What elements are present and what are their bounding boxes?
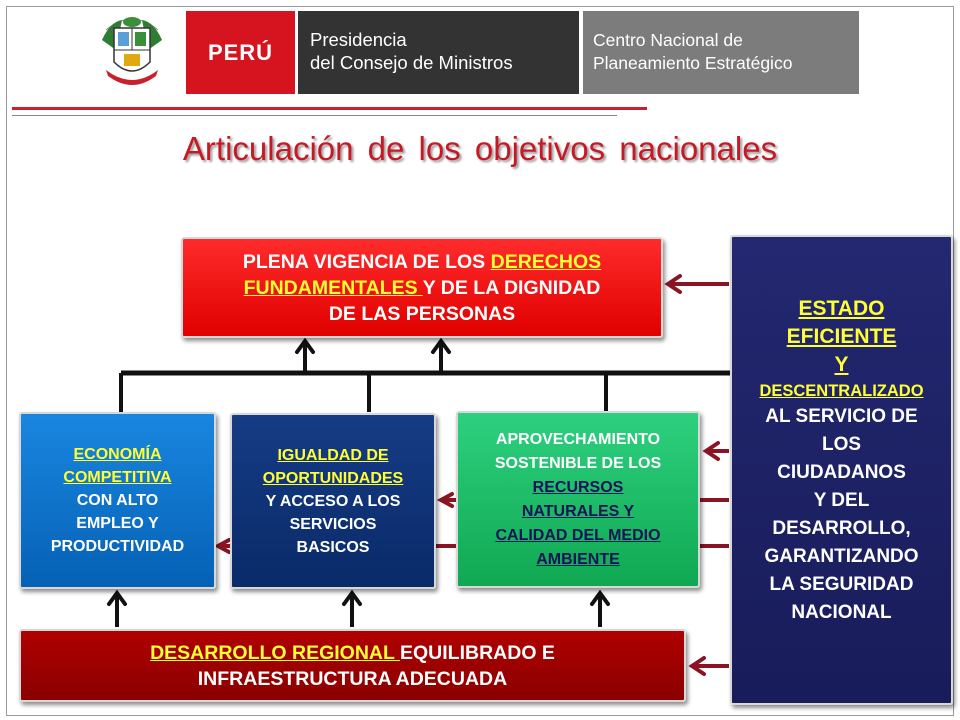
economia-highlight-1: ECONOMÍA — [73, 446, 162, 463]
estado-text-10: GARANTIZANDO — [764, 546, 919, 567]
estado-text-6: LOS — [821, 434, 862, 455]
estado-text-11: LA SEGURIDAD — [769, 574, 914, 595]
presidency-line1: Presidencia — [310, 29, 407, 50]
aprov-text-1: APROVECHAMIENTO — [495, 430, 661, 448]
center-line2: Planeamiento Estratégico — [593, 53, 793, 73]
arrow-left-to-aprovechamiento — [706, 443, 729, 459]
igualdad-highlight-2: OPORTUNIDADES — [262, 469, 404, 487]
economia-text-3: CON ALTO — [76, 492, 159, 509]
derechos-text-1: PLENA VIGENCIA DE LOS — [242, 250, 491, 273]
arrow-up-economia — [109, 593, 125, 627]
arrow-left-to-economia — [218, 540, 230, 552]
derechos-text-3: DE LAS PERSONAS — [328, 302, 516, 325]
igualdad-oportunidades-box — [230, 413, 436, 589]
aprovechamiento-recursos-box — [456, 411, 700, 588]
economia-competitiva-box — [19, 412, 216, 589]
igualdad-text-5: BASICOS — [296, 538, 370, 556]
aprov-highlight-6: AMBIENTE — [536, 550, 620, 568]
center-line1: Centro Nacional de — [593, 30, 743, 50]
derechos-highlight-1: DERECHOS — [490, 250, 602, 273]
estado-text-9: DESARROLLO, — [772, 518, 911, 539]
estado-text-8: Y DEL — [813, 490, 870, 511]
estado-text-12: NACIONAL — [791, 602, 892, 623]
country-label: PERÚ — [207, 39, 274, 65]
arrow-up-left — [297, 341, 313, 373]
arrow-left-to-igualdad — [441, 494, 456, 506]
arrow-up-aprovechamiento — [592, 593, 608, 627]
derechos-highlight-2: FUNDAMENTALES — [243, 276, 423, 299]
aprov-highlight-3: RECURSOS — [532, 478, 624, 496]
estado-highlight-1: ESTADO — [798, 297, 885, 320]
economia-text-4: EMPLEO Y — [76, 515, 159, 532]
igualdad-highlight-1: IGUALDAD DE — [277, 446, 389, 464]
igualdad-text-3: Y ACCESO A LOS — [265, 492, 401, 510]
estado-eficiente-box — [730, 235, 953, 705]
igualdad-text-4: SERVICIOS — [289, 515, 377, 533]
estado-highlight-2: EFICIENTE — [786, 325, 897, 348]
presidency-line2: del Consejo de Ministros — [310, 52, 513, 73]
economia-text-5: PRODUCTIVIDAD — [50, 538, 185, 555]
desreg-highlight-1: DESARROLLO REGIONAL — [150, 641, 400, 664]
aprov-highlight-4: NATURALES Y — [521, 502, 635, 520]
aprov-text-2: SOSTENIBLE DE LOS — [494, 454, 662, 472]
derechos-fundamentales-box — [181, 237, 663, 338]
estado-highlight-3: Y — [834, 353, 849, 376]
derechos-text-2: Y DE LA DIGNIDAD — [422, 276, 601, 299]
arrow-left-to-desarrollo-regional — [692, 658, 729, 674]
arrow-up-igualdad — [344, 593, 360, 627]
estado-highlight-4: DESCENTRALIZADO — [759, 382, 924, 400]
estado-text-7: CIUDADANOS — [777, 462, 906, 483]
slide-title: Articulación de los objetivos nacionales — [182, 130, 778, 167]
arrow-up-right — [433, 341, 449, 373]
desreg-text-1: EQUILIBRADO E — [399, 641, 555, 664]
economia-highlight-2: COMPETITIVA — [63, 469, 172, 486]
estado-text-5: AL SERVICIO DE — [765, 406, 918, 427]
aprov-highlight-5: CALIDAD DEL MEDIO — [495, 526, 661, 544]
arrow-left-to-derechos — [668, 276, 729, 292]
desarrollo-regional-box — [19, 629, 686, 702]
desreg-text-2: INFRAESTRUCTURA ADECUADA — [197, 667, 508, 690]
